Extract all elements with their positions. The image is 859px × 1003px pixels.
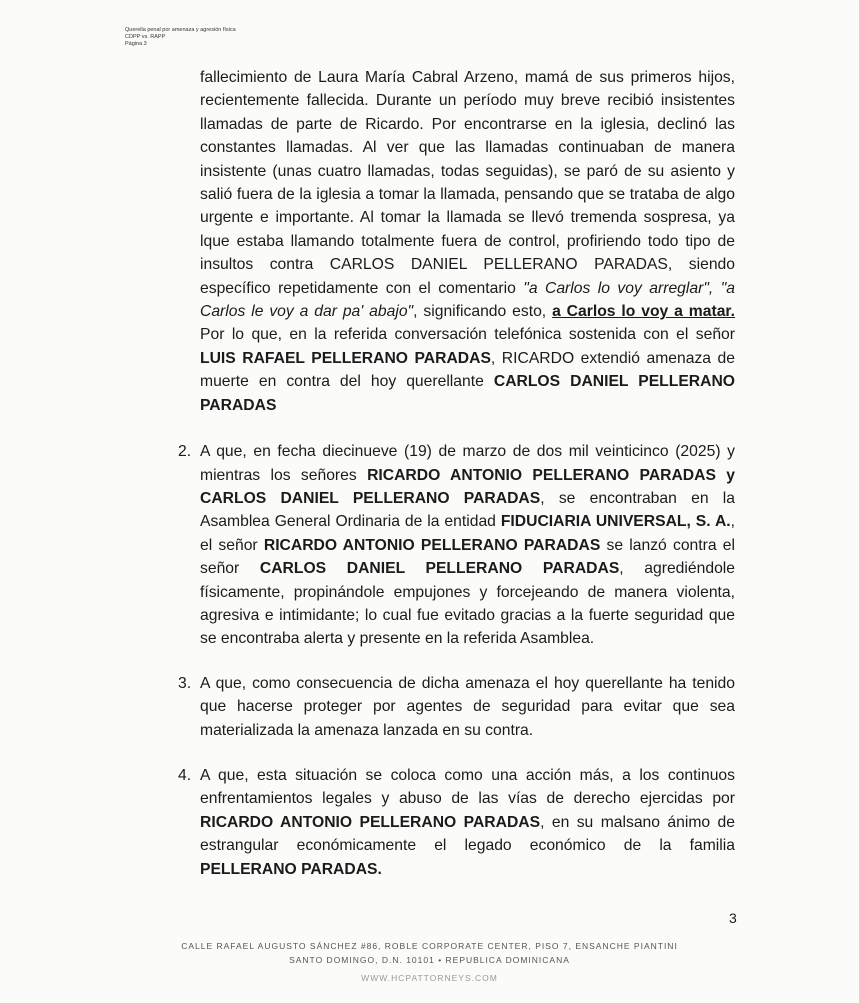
item-number: 3. — [178, 674, 192, 692]
item-2-b1: RICARDO ANTONIO PELLERANO PARADAS y CARLOS DANIEL PELLERANO PARADAS — [200, 466, 735, 507]
header-case: CDPP vs. RAPP — [125, 34, 166, 40]
intro-text-1: fallecimiento de Laura María Cabral Arzeno, mamá de sus primeros hijos, recientemente fallecida. Durante un período muy breve recibió insistentes llamadas de parte de Ricardo. Por encontrarse en la iglesia, declinó las constantes llamadas. Al ver que las llamadas continuaban de manera insistente (unas cuatro llamadas, todas seguidas), se paró de su asiento y salió fuera de la iglesia a tomar la llamada, pensando que se trataba de algo urgente e importante. Al tomar la llamada se llevó tremenda sospresa, ya lque estaba llamando totalmente fuera de control, profiriendo todo tipo de insultos contra CARLOS DANIEL PELLERANO PARADAS, siendo específico repetidamente con el comentario — [200, 69, 735, 297]
intro-threat: a Carlos lo voy a matar. — [552, 303, 736, 321]
document-header — [125, 27, 236, 48]
page-number: 3 — [729, 910, 737, 926]
intro-name-carlos: CARLOS DANIEL PELLERANO PARADAS — [200, 373, 735, 414]
item-number: 2. — [178, 443, 192, 461]
intro-text-3: Por lo que, en la referida conversación telefónica sostenida con el señor — [200, 326, 735, 344]
footer-city: SANTO DOMINGO, D.N. 10101 • REPUBLICA DOMINICANA — [289, 955, 570, 965]
intro-name-luis: LUIS RAFAEL PELLERANO PARADAS — [200, 349, 491, 367]
intro-quote: "a Carlos lo voy arreglar", "a Carlos le voy a dar pa' abajo" — [200, 279, 735, 321]
item-2-text — [200, 440, 735, 651]
header-page: Página 3 — [125, 41, 147, 47]
item-4-b1: RICARDO ANTONIO PELLERANO PARADAS — [200, 813, 541, 831]
item-2-t4: se lanzó contra el señor — [200, 536, 735, 578]
list-item-3 — [178, 672, 735, 742]
list-item-2 — [178, 440, 736, 651]
item-2-t2: , se encontraban en la Asamblea General Ordinaria de la entidad — [200, 489, 735, 531]
item-number: 4. — [178, 766, 192, 784]
item-2-t1: A que, en fecha diecinueve (19) de marzo de dos mil veinticinco (2025) y mientras los señores — [200, 443, 735, 484]
footer-website: WWW.HCPATTORNEYS.COM — [361, 973, 498, 983]
item-2-t5: , agrediéndole físicamente, propinándole empujones y forcejeando de manera violenta, agresiva e intimidante; lo cual fue evitado gracias a la fuerte seguridad que se encontraba alerta y presente en la referida Asamblea. — [200, 560, 736, 648]
intro-text-4: , RICARDO extendió amenaza de muerte en contra del hoy querellante — [200, 349, 735, 391]
item-2-b2: FIDUCIARIA UNIVERSAL, S. A. — [500, 513, 731, 531]
item-2-b4: CARLOS DANIEL PELLERANO PARADAS — [259, 560, 620, 578]
item-4-b2: PELLERANO PARADAS. — [200, 860, 382, 878]
intro-paragraph — [200, 66, 735, 417]
footer-address: CALLE RAFAEL AUGUSTO SÁNCHEZ #86, ROBLE CORPORATE CENTER, PISO 7, ENSANCHE PIANTINI — [181, 941, 678, 951]
item-2-b3: RICARDO ANTONIO PELLERANO PARADAS — [263, 536, 601, 554]
item-2-t3: , el señor — [200, 513, 735, 554]
item-4-t2: , en su malsano ánimo de estrangular económicamente el legado económico de la familia — [200, 813, 736, 855]
header-title: Querella penal por amenaza y agresión física — [125, 27, 236, 33]
item-4-text — [200, 764, 735, 881]
intro-text-2: , significando esto, — [413, 303, 553, 321]
document-body — [178, 66, 736, 881]
item-3-text: A que, como consecuencia de dicha amenaza el hoy querellante ha tenido que hacerse proteger por agentes de seguridad para evitar que sea materializada la amenaza lanzada en su contra. — [200, 674, 735, 739]
list-item-4 — [178, 764, 736, 881]
item-4-t1: A que, esta situación se coloca como una acción más, a los continuos enfrentamientos legales y abuso de las vías de derecho ejercidas por — [200, 766, 735, 808]
